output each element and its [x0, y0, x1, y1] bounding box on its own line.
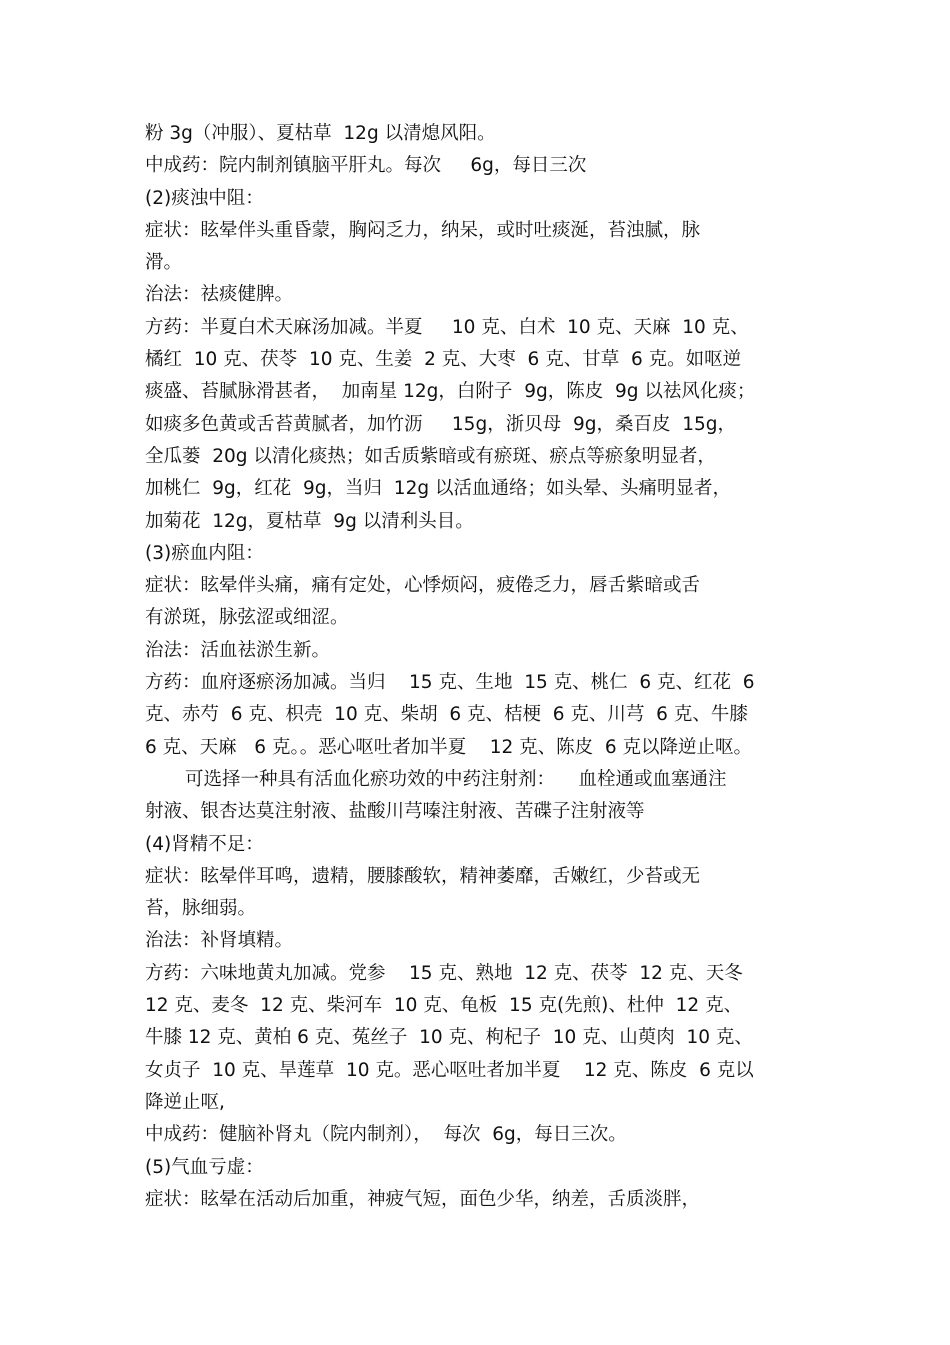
text-line: 滑。	[145, 252, 183, 274]
document-body	[145, 118, 825, 1216]
section-heading: (3)瘀血内阻：	[145, 542, 264, 564]
section-heading: (5)气血亏虚：	[145, 1156, 264, 1178]
text-line: 方药：半夏白术天麻汤加减。半夏 10 克、白术 10 克、天麻 10 克、	[145, 316, 749, 338]
text-line: 治法：补肾填精。	[145, 930, 294, 952]
text-line: 12 克、麦冬 12 克、柴河车 10 克、龟板 15 克(先煎)、杜仲 12 克、	[145, 995, 743, 1017]
text-line: 橘红 10 克、茯苓 10 克、生姜 2 克、大枣 6 克、甘草 6 克。如呕逆	[145, 349, 742, 371]
indented-paragraph-line: 可选择一种具有活血化瘀功效的中药注射剂： 血栓通或血塞通注	[185, 768, 727, 790]
text-line: 苔，脉细弱。	[145, 898, 257, 920]
text-line: 治法：祛痰健脾。	[145, 284, 294, 306]
section-heading: (2)痰浊中阻：	[145, 187, 264, 209]
text-line: 6 克、天麻 6 克。。恶心呕吐者加半夏 12 克、陈皮 6 克以降逆止呕。	[145, 736, 753, 758]
text-line: 症状：眩晕伴头重昏蒙，胸闷乏力，纳呆，或时吐痰涎，苔浊腻，脉	[145, 219, 701, 241]
text-line: 粉 3g（冲服）、夏枯草 12g 以清熄风阳。	[145, 123, 496, 144]
text-line: 症状：眩晕伴耳鸣，遗精，腰膝酸软，精神萎靡，舌嫩红，少苔或无	[145, 865, 701, 887]
text-line: 症状：眩晕伴头痛，痛有定处，心悸烦闷，疲倦乏力，唇舌紫暗或舌	[145, 575, 701, 597]
text-line: 治法：活血祛淤生新。	[145, 639, 331, 661]
text-line: 女贞子 10 克、旱莲草 10 克。恶心呕吐者加半夏 12 克、陈皮 6 克以	[145, 1059, 754, 1081]
text-line: 症状：眩晕在活动后加重，神疲气短，面色少华，纳差，舌质淡胖，	[145, 1188, 701, 1210]
text-line: 中成药：院内制剂镇脑平肝丸。每次 6g，每日三次	[145, 155, 587, 177]
text-line: 中成药：健脑补肾丸（院内制剂）， 每次 6g，每日三次。	[145, 1124, 627, 1146]
text-line: 加桃仁 9g，红花 9g，当归 12g 以活血通络；如头晕、头痛明显者，	[145, 478, 731, 500]
text-line: 痰盛、苔腻脉滑甚者， 加南星 12g，白附子 9g，陈皮 9g 以祛风化痰；	[145, 381, 756, 403]
text-line: 克、赤芍 6 克、枳壳 10 克、柴胡 6 克、桔梗 6 克、川芎 6 克、牛膝	[145, 704, 748, 726]
text-line: 全瓜蒌 20g 以清化痰热；如舌质紫暗或有瘀斑、瘀点等瘀象明显者，	[145, 445, 716, 467]
text-line: 如痰多色黄或舌苔黄腻者，加竹沥 15g，浙贝母 9g，桑百皮 15g，	[145, 413, 737, 435]
text-line: 方药：六味地黄丸加减。党参 15 克、熟地 12 克、茯苓 12 克、天冬	[145, 962, 743, 984]
text-line: 降逆止呕,	[145, 1091, 225, 1113]
text-line: 方药：血府逐瘀汤加减。当归 15 克、生地 15 克、桃仁 6 克、红花 6	[145, 672, 755, 694]
text-line: 射液、银杏达莫注射液、盐酸川芎嗪注射液、苦碟子注射液等	[145, 801, 645, 823]
text-line: 有淤斑，脉弦涩或细涩。	[145, 607, 349, 629]
section-heading: (4)肾精不足：	[145, 833, 264, 855]
text-line: 加菊花 12g，夏枯草 9g 以清利头目。	[145, 510, 474, 532]
text-line: 牛膝 12 克、黄柏 6 克、菟丝子 10 克、枸杞子 10 克、山萸肉 10 克、	[145, 1027, 753, 1049]
